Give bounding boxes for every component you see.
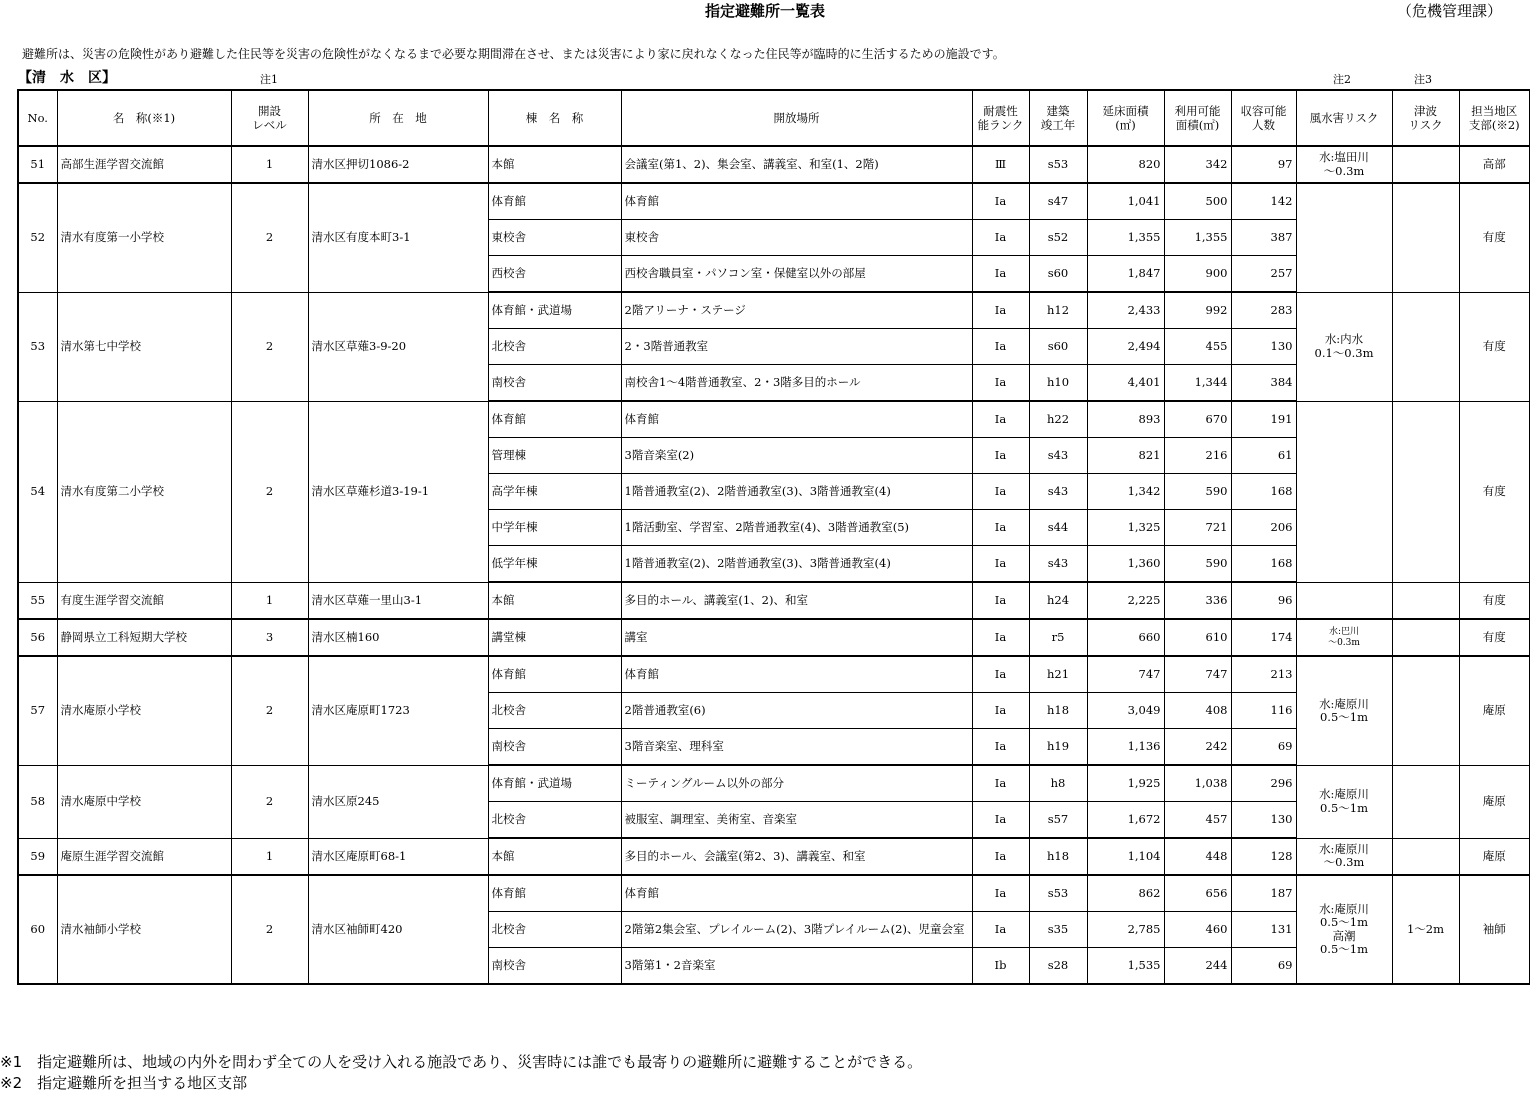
cell-name: 清水庵原小学校 <box>57 656 231 765</box>
cell-usable-area: 747 <box>1164 656 1231 693</box>
cell-building: 東校舎 <box>488 220 621 256</box>
cell-usable-area: 1,355 <box>1164 220 1231 256</box>
cell-quake-rank: Ⅰa <box>972 510 1029 546</box>
cell-no: 53 <box>18 292 57 401</box>
cell-open-area: 体育館 <box>621 656 972 693</box>
flood-risk-line: 水:庵原川 <box>1319 787 1369 802</box>
cell-open-area: 3階音楽室、理科室 <box>621 729 972 766</box>
cell-usable-area: 1,038 <box>1164 765 1231 802</box>
flood-risk-line: 0.5～1m <box>1319 709 1368 724</box>
cell-built-year: h22 <box>1029 401 1087 438</box>
cell-address: 清水区有度本町3-1 <box>308 183 488 292</box>
cell-open-area: 1階普通教室(2)、2階普通教室(3)、3階普通教室(4) <box>621 474 972 510</box>
cell-capacity: 387 <box>1231 220 1296 256</box>
cell-no: 55 <box>18 582 57 619</box>
cell-level: 3 <box>231 619 308 656</box>
cell-no: 59 <box>18 838 57 875</box>
cell-level: 1 <box>231 582 308 619</box>
cell-building: 本館 <box>488 838 621 875</box>
cell-built-year: s53 <box>1029 875 1087 912</box>
cell-building: 体育館・武道場 <box>488 765 621 802</box>
cell-building: 体育館 <box>488 656 621 693</box>
cell-building: 体育館 <box>488 401 621 438</box>
cell-building: 体育館 <box>488 875 621 912</box>
cell-floor-area: 747 <box>1087 656 1164 693</box>
table-row <box>18 292 1530 329</box>
cell-floor-area: 1,847 <box>1087 256 1164 293</box>
cell-floor-area: 1,355 <box>1087 220 1164 256</box>
header-tsunami-risk: 津波 リスク <box>1392 90 1459 146</box>
cell-no: 57 <box>18 656 57 765</box>
cell-capacity: 128 <box>1231 838 1296 875</box>
page-title: 指定避難所一覧表 <box>704 2 825 20</box>
cell-floor-area: 1,104 <box>1087 838 1164 875</box>
cell-open-area: 3階第1・2音楽室 <box>621 948 972 985</box>
header-building: 棟 名 称 <box>488 90 621 146</box>
cell-open-area: 南校舎1～4階普通教室、2・3階多目的ホール <box>621 365 972 402</box>
cell-capacity: 130 <box>1231 329 1296 365</box>
cell-usable-area: 216 <box>1164 438 1231 474</box>
cell-address: 清水区押切1086-2 <box>308 146 488 183</box>
cell-building: 体育館・武道場 <box>488 292 621 329</box>
cell-floor-area: 2,785 <box>1087 912 1164 948</box>
flood-risk-line: 水:庵原川 <box>1319 696 1369 711</box>
cell-open-area: 2・3階普通教室 <box>621 329 972 365</box>
cell-tsunami-risk <box>1392 656 1459 765</box>
cell-open-area: 1階活動室、学習室、2階普通教室(4)、3階普通教室(5) <box>621 510 972 546</box>
cell-quake-rank: Ⅰa <box>972 765 1029 802</box>
footnote-2: ※2 指定避難所を担当する地区支部 <box>0 1074 248 1092</box>
header-flood-risk: 風水害リスク <box>1296 90 1392 146</box>
cell-building: 本館 <box>488 146 621 183</box>
table-row <box>18 838 1530 875</box>
cell-no: 60 <box>18 875 57 984</box>
cell-flood-risk <box>1296 656 1392 765</box>
cell-name: 有度生涯学習交流館 <box>57 582 231 619</box>
cell-capacity: 206 <box>1231 510 1296 546</box>
cell-name: 清水有度第一小学校 <box>57 183 231 292</box>
cell-usable-area: 1,344 <box>1164 365 1231 402</box>
ward-heading: 【清 水 区】 <box>18 70 116 86</box>
cell-floor-area: 2,494 <box>1087 329 1164 365</box>
table-row <box>18 656 1530 693</box>
table-row <box>18 146 1530 183</box>
cell-usable-area: 656 <box>1164 875 1231 912</box>
cell-building: 北校舎 <box>488 693 621 729</box>
cell-no: 56 <box>18 619 57 656</box>
header-capacity: 収容可能 人数 <box>1231 90 1296 146</box>
cell-tsunami-risk: 1～2m <box>1392 875 1459 984</box>
cell-address: 清水区草薙杉道3-19-1 <box>308 401 488 582</box>
cell-usable-area: 448 <box>1164 838 1231 875</box>
cell-flood-risk <box>1296 838 1392 875</box>
cell-level: 2 <box>231 875 308 984</box>
cell-usable-area: 342 <box>1164 146 1231 183</box>
cell-building: 中学年棟 <box>488 510 621 546</box>
flood-risk-line: 0.1～0.3m <box>1314 345 1374 360</box>
flood-risk-line: 0.5～1m <box>1319 915 1368 930</box>
flood-risk-line: 0.5～1m <box>1319 800 1368 815</box>
cell-address: 清水区袖師町420 <box>308 875 488 984</box>
cell-capacity: 187 <box>1231 875 1296 912</box>
cell-floor-area: 821 <box>1087 438 1164 474</box>
cell-no: 51 <box>18 146 57 183</box>
table-header-row <box>18 90 1530 146</box>
cell-usable-area: 408 <box>1164 693 1231 729</box>
cell-capacity: 96 <box>1231 582 1296 619</box>
cell-name: 高部生涯学習交流館 <box>57 146 231 183</box>
cell-floor-area: 1,342 <box>1087 474 1164 510</box>
flood-risk-line: 水:塩田川 <box>1319 150 1369 165</box>
cell-address: 清水区楠160 <box>308 619 488 656</box>
cell-quake-rank: Ⅰa <box>972 220 1029 256</box>
cell-open-area: 体育館 <box>621 401 972 438</box>
cell-floor-area: 1,136 <box>1087 729 1164 766</box>
cell-quake-rank: Ⅰa <box>972 365 1029 402</box>
cell-level: 2 <box>231 183 308 292</box>
cell-address: 清水区庵原町1723 <box>308 656 488 765</box>
cell-open-area: 3階音楽室(2) <box>621 438 972 474</box>
cell-floor-area: 2,225 <box>1087 582 1164 619</box>
cell-capacity: 69 <box>1231 948 1296 985</box>
cell-open-area: 多目的ホール、会議室(第2、3)、講義室、和室 <box>621 838 972 875</box>
cell-level: 2 <box>231 656 308 765</box>
cell-capacity: 283 <box>1231 292 1296 329</box>
cell-building: 南校舎 <box>488 729 621 766</box>
cell-capacity: 116 <box>1231 693 1296 729</box>
cell-capacity: 61 <box>1231 438 1296 474</box>
cell-tsunami-risk <box>1392 146 1459 183</box>
table-row <box>18 582 1530 619</box>
cell-built-year: s43 <box>1029 438 1087 474</box>
cell-address: 清水区原245 <box>308 765 488 838</box>
cell-open-area: 2階普通教室(6) <box>621 693 972 729</box>
cell-quake-rank: Ⅰa <box>972 693 1029 729</box>
cell-name: 静岡県立工科短期大学校 <box>57 619 231 656</box>
cell-floor-area: 862 <box>1087 875 1164 912</box>
cell-building: 北校舎 <box>488 329 621 365</box>
cell-floor-area: 3,049 <box>1087 693 1164 729</box>
cell-open-area: 西校舎職員室・パソコン室・保健室以外の部屋 <box>621 256 972 293</box>
cell-floor-area: 1,360 <box>1087 546 1164 583</box>
cell-built-year: h19 <box>1029 729 1087 766</box>
cell-open-area: ミーティングルーム以外の部分 <box>621 765 972 802</box>
cell-building: 南校舎 <box>488 948 621 985</box>
cell-flood-risk <box>1296 619 1392 656</box>
flood-risk-line: ～0.3m <box>1323 855 1365 870</box>
cell-capacity: 257 <box>1231 256 1296 293</box>
cell-branch: 有度 <box>1459 292 1530 401</box>
cell-level: 1 <box>231 838 308 875</box>
cell-quake-rank: Ⅰa <box>972 292 1029 329</box>
flood-risk-line: ～0.3m <box>1328 637 1360 648</box>
flood-risk-line: 水:庵原川 <box>1319 902 1369 917</box>
cell-built-year: s43 <box>1029 546 1087 583</box>
cell-quake-rank: Ⅰa <box>972 256 1029 293</box>
header-usable-area: 利用可能 面積(㎡) <box>1164 90 1231 146</box>
cell-no: 54 <box>18 401 57 582</box>
cell-floor-area: 1,925 <box>1087 765 1164 802</box>
cell-branch: 庵原 <box>1459 656 1530 765</box>
cell-quake-rank: Ⅰa <box>972 912 1029 948</box>
cell-built-year: h18 <box>1029 838 1087 875</box>
shelter-table <box>17 89 1530 985</box>
cell-name: 清水第七中学校 <box>57 292 231 401</box>
cell-building: 南校舎 <box>488 365 621 402</box>
header-quake-rank: 耐震性 能ランク <box>972 90 1029 146</box>
cell-no: 58 <box>18 765 57 838</box>
cell-usable-area: 992 <box>1164 292 1231 329</box>
flood-risk-line: 0.5～1m <box>1319 941 1368 956</box>
cell-branch: 有度 <box>1459 401 1530 582</box>
cell-flood-risk <box>1296 401 1392 582</box>
cell-built-year: h21 <box>1029 656 1087 693</box>
cell-flood-risk <box>1296 582 1392 619</box>
cell-building: 低学年棟 <box>488 546 621 583</box>
cell-floor-area: 1,325 <box>1087 510 1164 546</box>
cell-capacity: 384 <box>1231 365 1296 402</box>
cell-quake-rank: Ⅰa <box>972 329 1029 365</box>
cell-open-area: 体育館 <box>621 183 972 220</box>
cell-capacity: 168 <box>1231 474 1296 510</box>
cell-floor-area: 1,672 <box>1087 802 1164 839</box>
cell-floor-area: 660 <box>1087 619 1164 656</box>
cell-built-year: s35 <box>1029 912 1087 948</box>
cell-built-year: h18 <box>1029 693 1087 729</box>
department-label: （危機管理課） <box>1396 2 1502 20</box>
header-level: 開設 レベル <box>231 90 308 146</box>
cell-usable-area: 500 <box>1164 183 1231 220</box>
cell-branch: 庵原 <box>1459 838 1530 875</box>
table-row <box>18 875 1530 912</box>
cell-built-year: s28 <box>1029 948 1087 985</box>
cell-built-year: s43 <box>1029 474 1087 510</box>
table-row <box>18 183 1530 220</box>
cell-usable-area: 336 <box>1164 582 1231 619</box>
cell-floor-area: 820 <box>1087 146 1164 183</box>
cell-open-area: 1階普通教室(2)、2階普通教室(3)、3階普通教室(4) <box>621 546 972 583</box>
cell-address: 清水区草薙一里山3-1 <box>308 582 488 619</box>
cell-built-year: s44 <box>1029 510 1087 546</box>
cell-capacity: 168 <box>1231 546 1296 583</box>
cell-usable-area: 721 <box>1164 510 1231 546</box>
header-floor-area: 延床面積 (㎡) <box>1087 90 1164 146</box>
table-row <box>18 619 1530 656</box>
cell-usable-area: 590 <box>1164 546 1231 583</box>
cell-building: 北校舎 <box>488 912 621 948</box>
header-name: 名 称(※1) <box>57 90 231 146</box>
cell-quake-rank: Ⅰa <box>972 401 1029 438</box>
cell-open-area: 2階第2集会室、プレイルーム(2)、3階プレイルーム(2)、児童会室 <box>621 912 972 948</box>
cell-flood-risk <box>1296 146 1392 183</box>
cell-tsunami-risk <box>1392 401 1459 582</box>
cell-quake-rank: Ⅰa <box>972 582 1029 619</box>
cell-open-area: 体育館 <box>621 875 972 912</box>
cell-branch: 庵原 <box>1459 765 1530 838</box>
flood-risk-line: 水:巴川 <box>1328 627 1360 638</box>
table-row <box>18 765 1530 802</box>
cell-name: 庵原生涯学習交流館 <box>57 838 231 875</box>
cell-capacity: 97 <box>1231 146 1296 183</box>
cell-building: 西校舎 <box>488 256 621 293</box>
cell-building: 北校舎 <box>488 802 621 839</box>
cell-tsunami-risk <box>1392 765 1459 838</box>
cell-building: 体育館 <box>488 183 621 220</box>
cell-built-year: s60 <box>1029 329 1087 365</box>
cell-usable-area: 900 <box>1164 256 1231 293</box>
cell-quake-rank: Ⅰa <box>972 619 1029 656</box>
cell-built-year: s52 <box>1029 220 1087 256</box>
cell-tsunami-risk <box>1392 292 1459 401</box>
cell-address: 清水区庵原町68-1 <box>308 838 488 875</box>
header-built-year: 建築 竣工年 <box>1029 90 1087 146</box>
cell-open-area: 講室 <box>621 619 972 656</box>
cell-quake-rank: Ⅰa <box>972 546 1029 583</box>
note-2-marker: 注2 <box>1333 73 1351 86</box>
cell-flood-risk <box>1296 292 1392 401</box>
cell-floor-area: 4,401 <box>1087 365 1164 402</box>
cell-built-year: s47 <box>1029 183 1087 220</box>
cell-open-area: 多目的ホール、講義室(1、2)、和室 <box>621 582 972 619</box>
cell-open-area: 会議室(第1、2)、集会室、講義室、和室(1、2階) <box>621 146 972 183</box>
cell-quake-rank: Ⅰa <box>972 838 1029 875</box>
cell-built-year: r5 <box>1029 619 1087 656</box>
cell-capacity: 174 <box>1231 619 1296 656</box>
cell-flood-risk <box>1296 183 1392 292</box>
cell-level: 2 <box>231 401 308 582</box>
cell-level: 2 <box>231 765 308 838</box>
cell-branch: 有度 <box>1459 183 1530 292</box>
cell-floor-area: 1,041 <box>1087 183 1164 220</box>
cell-usable-area: 457 <box>1164 802 1231 839</box>
cell-quake-rank: Ⅰa <box>972 875 1029 912</box>
cell-quake-rank: Ⅰa <box>972 183 1029 220</box>
cell-built-year: s57 <box>1029 802 1087 839</box>
cell-quake-rank: Ⅰa <box>972 656 1029 693</box>
flood-risk-line: ～0.3m <box>1323 163 1365 178</box>
cell-building: 講堂棟 <box>488 619 621 656</box>
cell-floor-area: 893 <box>1087 401 1164 438</box>
flood-risk-line: 水:内水 <box>1324 332 1364 347</box>
cell-building: 管理棟 <box>488 438 621 474</box>
cell-usable-area: 460 <box>1164 912 1231 948</box>
cell-floor-area: 1,535 <box>1087 948 1164 985</box>
cell-level: 2 <box>231 292 308 401</box>
header-no: No. <box>18 90 57 146</box>
cell-building: 高学年棟 <box>488 474 621 510</box>
intro-text: 避難所は、災害の危険性があり避難した住民等を災害の危険性がなくなるまで必要な期間滞在させ、または災害により家に戻れなくなった住民等が臨時的に生活するための施設です。 <box>22 47 1005 61</box>
cell-name: 清水袖師小学校 <box>57 875 231 984</box>
cell-level: 1 <box>231 146 308 183</box>
cell-usable-area: 590 <box>1164 474 1231 510</box>
cell-usable-area: 244 <box>1164 948 1231 985</box>
cell-quake-rank: Ⅰa <box>972 474 1029 510</box>
table-body <box>18 146 1530 984</box>
header-branch: 担当地区 支部(※2) <box>1459 90 1530 146</box>
cell-no: 52 <box>18 183 57 292</box>
header-open-area: 開放場所 <box>621 90 972 146</box>
table-row <box>18 401 1530 438</box>
cell-tsunami-risk <box>1392 582 1459 619</box>
cell-open-area: 2階アリーナ・ステージ <box>621 292 972 329</box>
cell-open-area: 東校舎 <box>621 220 972 256</box>
cell-quake-rank: Ⅲ <box>972 146 1029 183</box>
cell-usable-area: 455 <box>1164 329 1231 365</box>
cell-capacity: 296 <box>1231 765 1296 802</box>
cell-usable-area: 670 <box>1164 401 1231 438</box>
cell-tsunami-risk <box>1392 838 1459 875</box>
flood-risk-line: 高潮 <box>1332 928 1356 943</box>
cell-name: 清水有度第二小学校 <box>57 401 231 582</box>
cell-name: 清水庵原中学校 <box>57 765 231 838</box>
header-address: 所 在 地 <box>308 90 488 146</box>
cell-flood-risk <box>1296 875 1392 984</box>
cell-built-year: h24 <box>1029 582 1087 619</box>
cell-usable-area: 610 <box>1164 619 1231 656</box>
cell-tsunami-risk <box>1392 619 1459 656</box>
cell-branch: 袖師 <box>1459 875 1530 984</box>
note-3-marker: 注3 <box>1414 73 1432 86</box>
cell-capacity: 131 <box>1231 912 1296 948</box>
cell-branch: 有度 <box>1459 582 1530 619</box>
cell-quake-rank: Ⅰa <box>972 802 1029 839</box>
footnote-1: ※1 指定避難所は、地域の内外を問わず全ての人を受け入れる施設であり、災害時には誰でも最寄りの避難所に避難することができる。 <box>0 1053 923 1071</box>
cell-quake-rank: Ⅰa <box>972 729 1029 766</box>
cell-built-year: h8 <box>1029 765 1087 802</box>
cell-built-year: h10 <box>1029 365 1087 402</box>
cell-open-area: 被服室、調理室、美術室、音楽室 <box>621 802 972 839</box>
cell-quake-rank: Ⅰb <box>972 948 1029 985</box>
cell-usable-area: 242 <box>1164 729 1231 766</box>
cell-capacity: 142 <box>1231 183 1296 220</box>
cell-branch: 有度 <box>1459 619 1530 656</box>
cell-capacity: 69 <box>1231 729 1296 766</box>
cell-tsunami-risk <box>1392 183 1459 292</box>
note-1-marker: 注1 <box>260 73 278 86</box>
cell-capacity: 191 <box>1231 401 1296 438</box>
shelter-table-container <box>17 89 1530 985</box>
cell-built-year: h12 <box>1029 292 1087 329</box>
cell-capacity: 130 <box>1231 802 1296 839</box>
cell-building: 本館 <box>488 582 621 619</box>
cell-branch: 高部 <box>1459 146 1530 183</box>
cell-capacity: 213 <box>1231 656 1296 693</box>
flood-risk-line: 水:庵原川 <box>1319 842 1369 857</box>
cell-built-year: s53 <box>1029 146 1087 183</box>
cell-address: 清水区草薙3-9-20 <box>308 292 488 401</box>
cell-flood-risk <box>1296 765 1392 838</box>
cell-built-year: s60 <box>1029 256 1087 293</box>
cell-quake-rank: Ⅰa <box>972 438 1029 474</box>
cell-floor-area: 2,433 <box>1087 292 1164 329</box>
